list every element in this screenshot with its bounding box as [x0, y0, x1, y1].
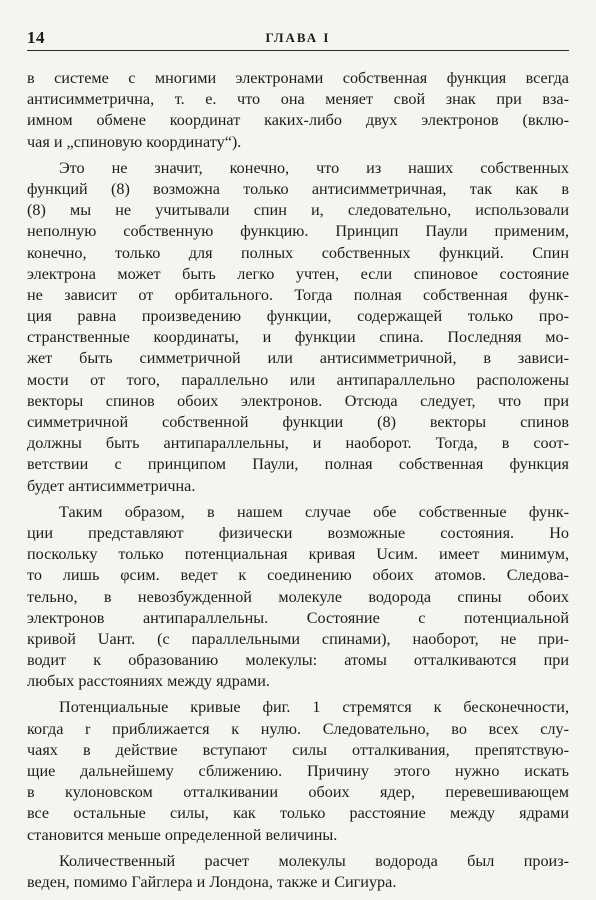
text-line: функций (8) возможна только антисимметричная, так как в [27, 179, 569, 198]
text-line: поскольку только потенциальная кривая Uсим. имеет минимум, [27, 545, 569, 564]
text-line: водит к образованию молекулы: атомы отталкиваются при [27, 651, 569, 670]
text-line: тельно, в невозбужденной молекуле водорода спины обоих [27, 587, 569, 606]
paragraph [27, 502, 569, 693]
body-text [27, 68, 569, 893]
text-line: симметричной собственной функции (8) векторы спинов [27, 413, 569, 431]
text-line: странственные координаты, и функции спина. Последняя мо- [27, 328, 569, 347]
text-line: конечно, только для полных собственных функций. Спин [27, 243, 569, 262]
text-line: когда r приближается к нулю. Следовательно, во всех слу- [27, 719, 569, 738]
text-line: становится меньше определенной величины. [27, 825, 338, 844]
paragraph [27, 697, 569, 845]
text-line: все остальные силы, как только расстояние между ядрами [27, 804, 569, 823]
text-line: в системе с многими электронами собственная функция всегда [27, 69, 569, 87]
text-line: чаях в действие вступают силы отталкивания, препятствую- [27, 740, 569, 759]
text-line: неполную собственную функцию. Принцип Паули применим, [27, 222, 569, 241]
running-header [27, 28, 569, 48]
text-line: Потенциальные кривые фиг. 1 стремятся к бесконечности, [59, 698, 569, 717]
chapter-title: ГЛАВА I [265, 30, 331, 45]
text-line: то лишь φсим. ведет к соединению обоих атомов. Следова- [27, 566, 569, 585]
text-line: не зависит от орбитального. Тогда полная собственная функ- [27, 285, 569, 304]
text-line: веден, помимо Гайглера и Лондона, также и Сигиура. [27, 872, 397, 891]
text-line: имном обмене координат каких-либо двух электронов (вклю- [27, 111, 569, 130]
paragraph [27, 68, 569, 153]
text-line: кривой Uант. (с параллельными спинами), наоборот, не при- [27, 629, 569, 648]
text-line: ветствии с принципом Паули, полная собственная функция [27, 455, 569, 474]
text-line: антисимметрична, т. е. что она меняет свой знак при вза- [27, 90, 569, 109]
text-line: Это не значит, конечно, что из наших собственных [59, 158, 569, 177]
text-line: электрона может быть легко учтен, если спиновое состояние [27, 264, 569, 283]
text-line: любых расстояниях между ядрами. [27, 672, 270, 691]
paragraph [27, 158, 569, 497]
text-line: в кулоновском отталкивании обоих ядер, перевешивающем [27, 783, 569, 802]
text-line: электронов антипараллельны. Состояние с потенциальной [27, 608, 569, 627]
text-line: (8) мы не учитывали спин и, следовательно, использовали [27, 201, 569, 220]
text-line: Таким образом, в нашем случае обе собственные функ- [59, 502, 569, 521]
text-line: Количественный расчет молекулы водорода был произ- [59, 851, 569, 870]
text-line: будет антисимметрична. [27, 476, 196, 495]
text-line: должны быть антипараллельны, и наоборот. Тогда, в соот- [27, 434, 569, 453]
header-rule [27, 50, 569, 51]
text-line: ция равна произведению функции, содержащей только про- [27, 307, 569, 326]
text-line: мости от того, параллельно или антипараллельно расположены [27, 370, 569, 389]
text-line: жет быть симметричной или антисимметричной, в зависи- [27, 349, 569, 368]
text-line: чая и „спиновую координату“). [27, 132, 242, 151]
text-line: щие дальнейшему сближению. Причину этого нужно искать [27, 762, 569, 780]
text-line: векторы спинов обоих электронов. Отсюда следует, что при [27, 391, 569, 410]
page-number: 14 [27, 28, 45, 47]
text-line: ции представляют физически возможные состояния. Но [27, 523, 569, 542]
paragraph [27, 851, 569, 893]
